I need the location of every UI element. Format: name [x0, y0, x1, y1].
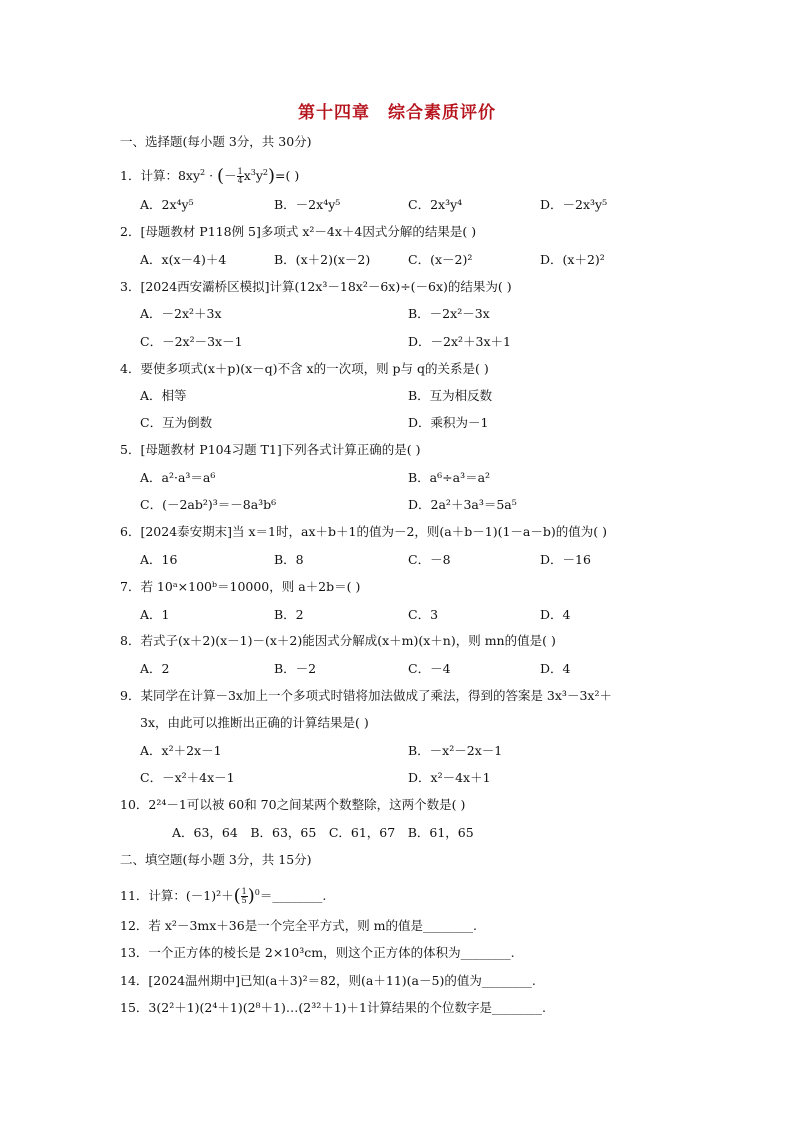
question-10: 10．2²⁴－1可以被 60和 70之间某两个数整除，这两个数是( ) — [120, 797, 466, 812]
q4-option-d: D．乘积为－1 — [408, 415, 489, 430]
section-fill-heading: 二、填空题(每小题 3分，共 15分) — [120, 852, 312, 867]
q3-option-c: C．－2x²－3x－1 — [140, 334, 243, 349]
q2-option-d: D．(x＋2)² — [540, 252, 605, 267]
question-2: 2．[母题教材 P118例 5]多项式 x²－4x＋4因式分解的结果是( ) — [120, 224, 477, 239]
q1-fraction: $\frac{1}{4}$ — [237, 167, 243, 186]
q8-option-c: C．－4 — [408, 661, 451, 676]
q3-option-d: D．－2x²＋3x＋1 — [408, 334, 511, 349]
q9-option-b: B．－x²－2x－1 — [408, 743, 503, 758]
q9-option-a: A．x²＋2x－1 — [140, 743, 222, 758]
q6-option-d: D．－16 — [540, 552, 591, 567]
q2-option-c: C．(x－2)² — [408, 252, 473, 267]
q7-option-b: B．2 — [274, 607, 304, 622]
q1-exp1: 2 — [200, 168, 206, 177]
q5-option-b: B．a⁶÷a³＝a² — [408, 470, 491, 485]
q1-prefix: 1．计算：8xy — [120, 168, 201, 184]
q7-option-a: A．1 — [140, 607, 170, 622]
q7-option-d: D．4 — [540, 607, 571, 622]
q4-option-a: A．相等 — [140, 388, 187, 403]
q6-option-b: B．8 — [274, 552, 304, 567]
question-3: 3．[2024西安灞桥区模拟]计算(12x³－18x²－6x)÷(－6x)的结果为( ) — [120, 279, 512, 294]
q6-option-a: A．16 — [140, 552, 178, 567]
q8-option-b: B．－2 — [274, 661, 317, 676]
question-11: 11．计算：(－1)²＋( $\frac{1}{5}$ )$^0$＝________. — [120, 885, 327, 907]
q1-option-b: B．－2x⁴y⁵ — [274, 197, 341, 212]
question-6: 6．[2024泰安期末]当 x＝1时，ax＋b＋1的值为－2，则(a＋b－1)(1－a－b)的值为( ) — [120, 524, 607, 539]
q3-option-b: B．－2x²－3x — [408, 306, 490, 321]
question-12: 12．若 x²－3mx＋36是一个完全平方式，则 m的值是________. — [120, 918, 478, 933]
question-7: 7．若 10ᵃ×100ᵇ＝10000，则 a＋2b＝( ) — [120, 579, 361, 594]
q2-option-b: B．(x＋2)(x－2) — [274, 252, 371, 267]
question-8: 8．若式子(x＋2)(x－1)－(x＋2)能因式分解成(x＋m)(x＋n)，则 mn的值是( ) — [120, 633, 556, 648]
q2-option-a: A．x(x－4)＋4 — [140, 252, 227, 267]
question-4: 4．要使多项式(x＋p)(x－q)不含 x的一次项，则 p与 q的关系是( ) — [120, 361, 489, 376]
q1-option-c: C．2x³y⁴ — [408, 197, 463, 212]
question-15: 15．3(2²＋1)(2⁴＋1)(2⁸＋1)…(2³²＋1)＋1计算结果的个位数字是________. — [120, 1000, 546, 1015]
q9-option-c: C．－x²＋4x－1 — [140, 770, 235, 785]
question-9-line1: 9．某同学在计算－3x加上一个多项式时错将加法做成了乘法，得到的答案是 3x³－3x²＋ — [120, 688, 612, 703]
q9-option-d: D．x²－4x＋1 — [408, 770, 491, 785]
q11-fraction: $\frac{1}{5}$ — [241, 887, 247, 906]
q6-option-c: C．－8 — [408, 552, 451, 567]
q1-tail: x — [243, 168, 251, 184]
question-14: 14．[2024温州期中]已知(a＋3)²＝82，则(a＋11)(a－5)的值为________. — [120, 973, 536, 988]
q4-option-c: C．互为倒数 — [140, 415, 213, 430]
page-title: 第十四章 综合素质评价 — [298, 103, 496, 123]
question-13: 13．一个正方体的棱长是 2×10³cm，则这个正方体的体积为________. — [120, 945, 515, 960]
q8-option-d: D．4 — [540, 661, 571, 676]
q1-option-d: D．－2x³y⁵ — [540, 197, 608, 212]
section-choice-heading: 一、选择题(每小题 3分，共 30分) — [120, 134, 312, 149]
q5-option-a: A．a²·a³＝a⁶ — [140, 470, 216, 485]
question-1: 1．计算：$8xy^2$ · (－ $\frac{1}{4}$ $x^3y^2)=$( ) — [120, 165, 300, 187]
q5-option-d: D．2a²＋3a³＝5a⁵ — [408, 497, 517, 512]
q1-mid: · — [205, 168, 218, 184]
q10-options: A．63，64 B．63，65 C．61，67 B．61，65 — [172, 825, 474, 840]
q3-option-a: A．－2x²＋3x — [140, 306, 222, 321]
q4-option-b: B．互为相反数 — [408, 388, 493, 403]
q7-option-c: C．3 — [408, 607, 439, 622]
q5-option-c: C．(－2ab²)³＝－8a³b⁶ — [140, 497, 277, 512]
q1-end: =( ) — [275, 168, 300, 184]
q8-option-a: A．2 — [140, 661, 170, 676]
question-5: 5．[母题教材 P104习题 T1]下列各式计算正确的是( ) — [120, 442, 421, 457]
question-9-line2: 3x，由此可以推断出正确的计算结果是( ) — [140, 715, 369, 730]
q1-option-a: A．2x⁴y⁵ — [140, 197, 194, 212]
